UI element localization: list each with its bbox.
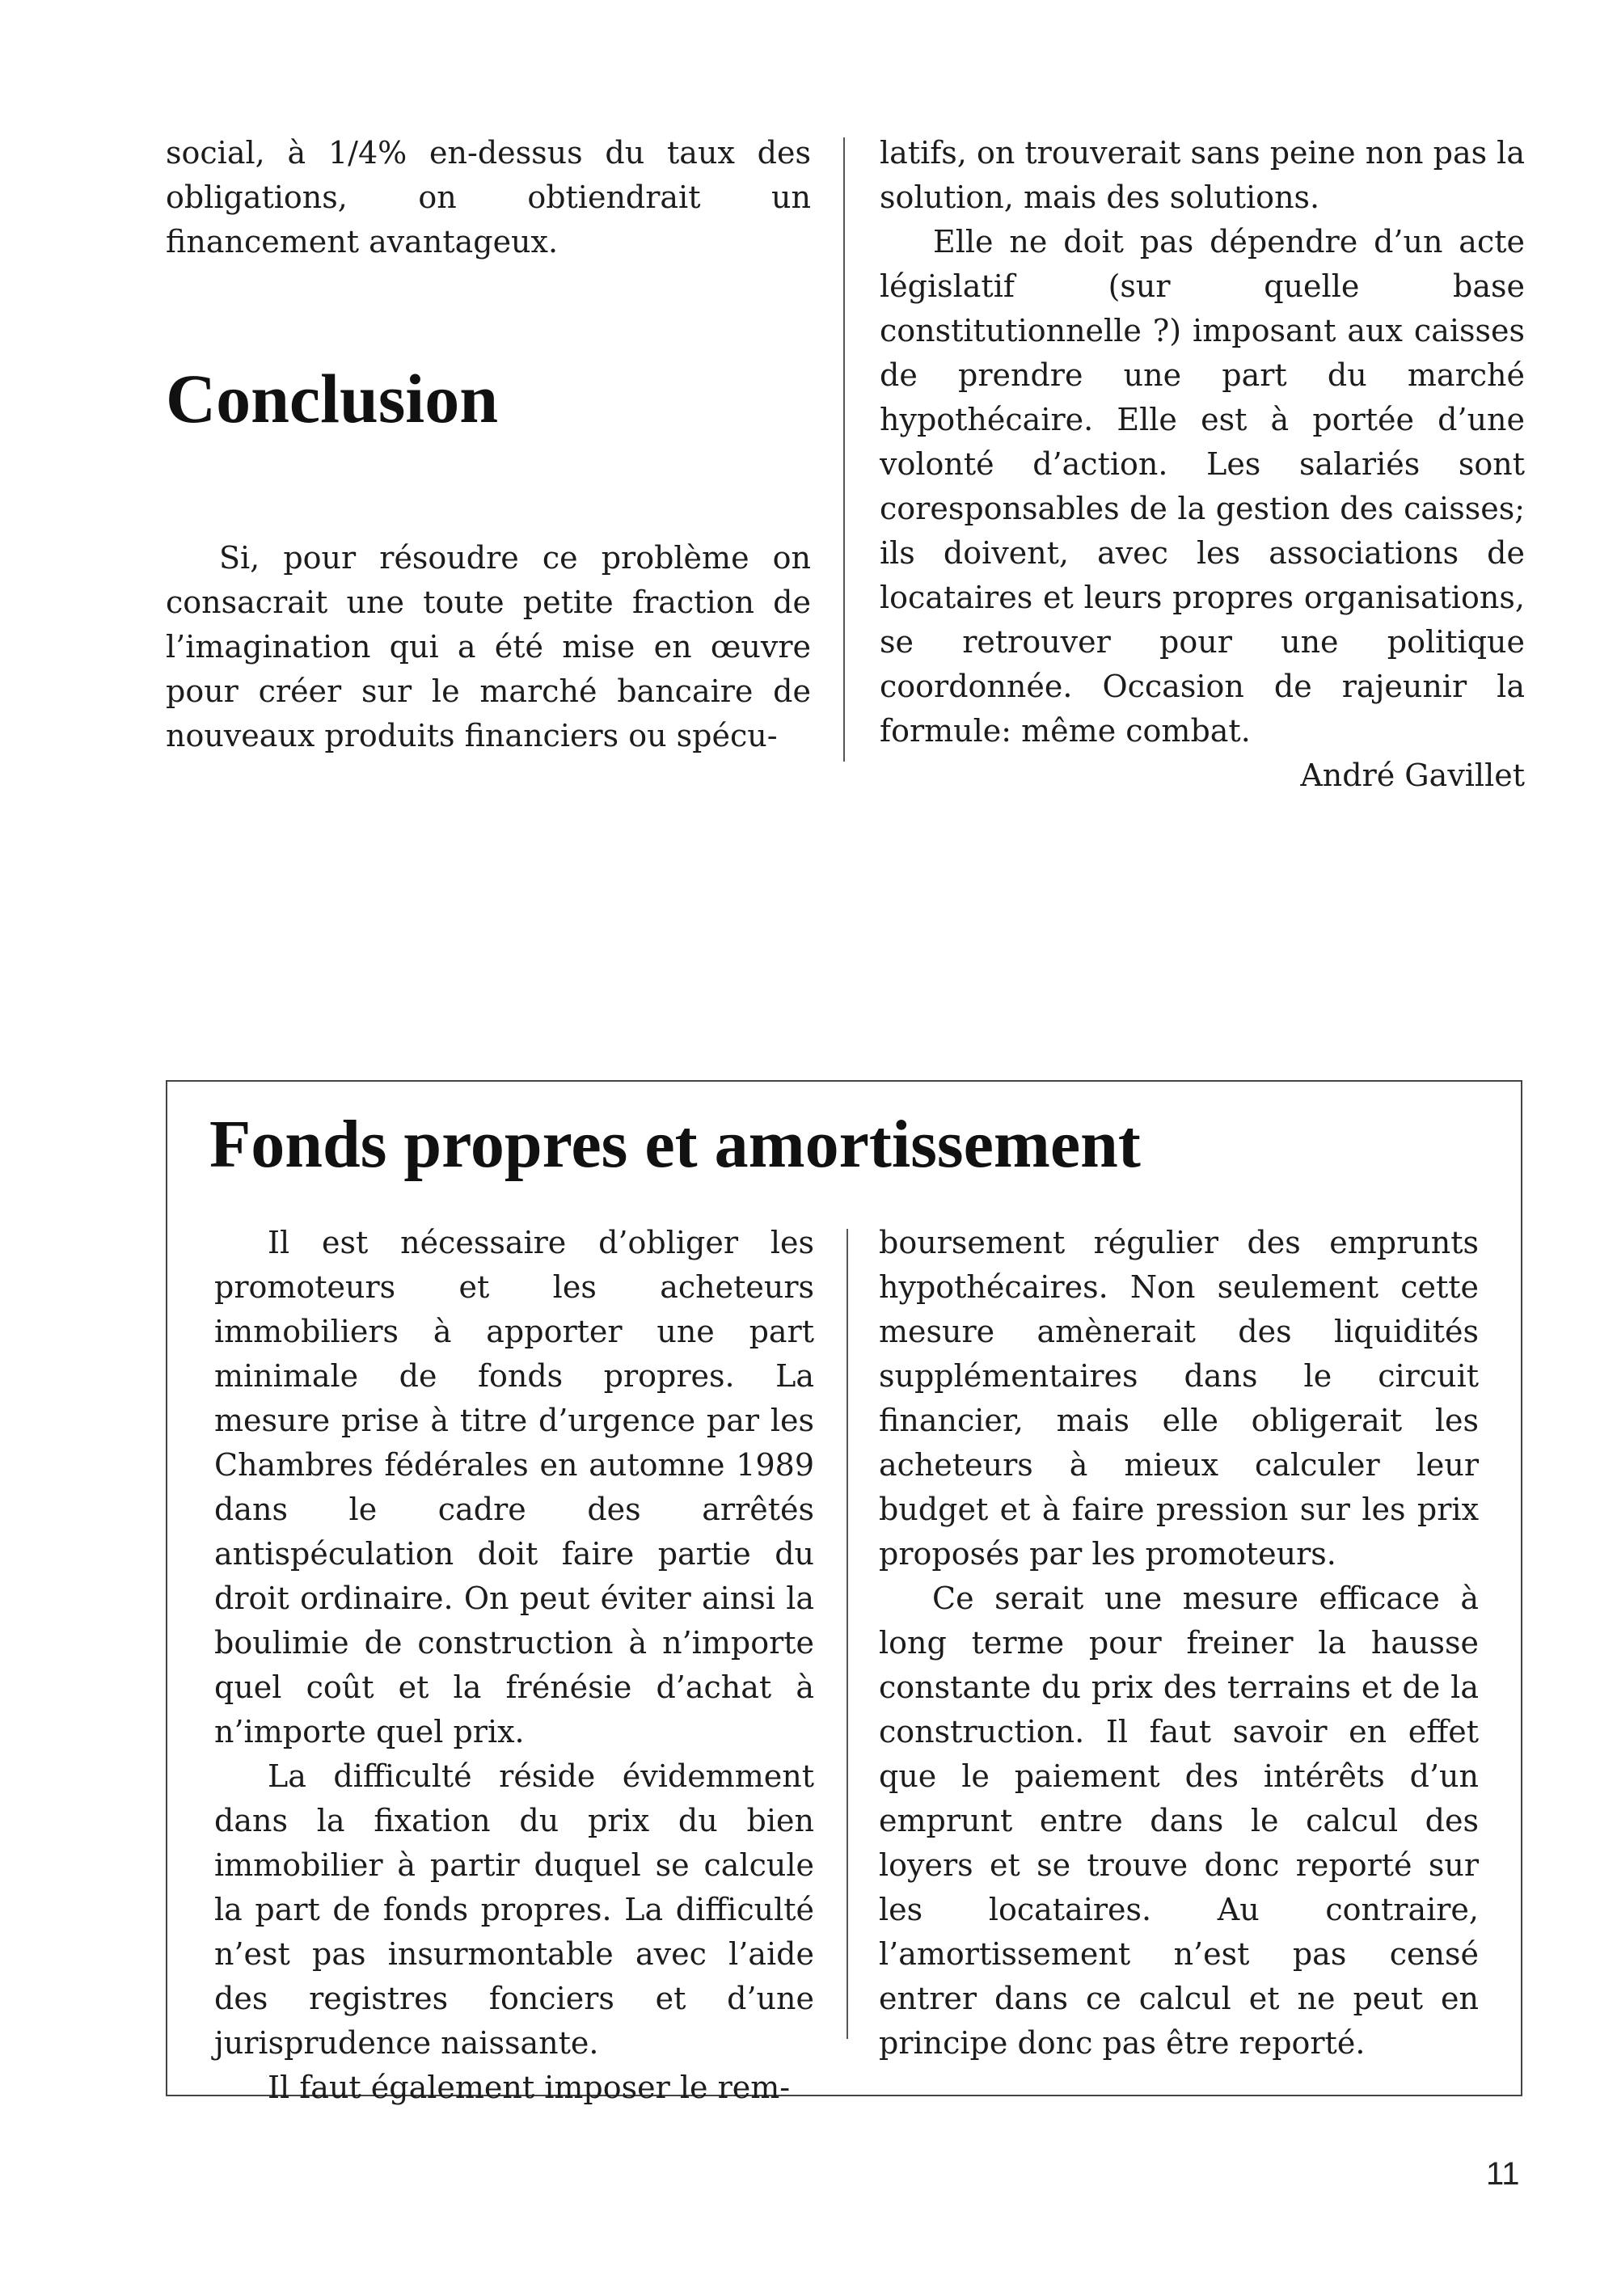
sidebar-paragraph-2: La difficulté réside évidemment dans la fixation du prix du bien immobilier à partir duquel se calcule la part de fonds propres. La difficulté n’est pas insurmontable avec l’aide des registres fonciers et d’une jurisprudence naissante. — [214, 1758, 814, 2061]
conclusion-paragraph-1-continued: latifs, on trouverait sans peine non pas la solution, mais des solutions. — [880, 135, 1525, 215]
sidebar-paragraph-1: Il est nécessaire d’obliger les promoteurs et les acheteurs immobiliers à apporter une part minimale de fonds propres. La mesure prise à titre d’urgence par les Chambres fédérales en automne 1989 dans le cadre des arrêtés antispéculation doit faire partie du droit ordinaire. On peut éviter ainsi la boulimie de construction à n’importe quel coût et la frénésie d’achat à n’importe quel prix. — [214, 1225, 814, 1749]
sidebar-title: Fonds propres et amortissement — [209, 1107, 1141, 1182]
author-signature: André Gavillet — [1300, 758, 1525, 793]
continued-paragraph: social, à 1/4% en-dessus du taux des obligations, on obtiendrait un financement avantageux. — [166, 135, 811, 260]
sidebar-right-column — [879, 1221, 1479, 2066]
column-divider — [843, 137, 845, 762]
conclusion-right-column — [880, 131, 1525, 798]
sidebar-left-column — [214, 1221, 814, 2110]
sidebar-paragraph-3-continued: boursement régulier des emprunts hypothécaires. Non seulement cette mesure amènerait des liquidités supplémentaires dans le circuit financier, mais elle obligerait les acheteurs à mieux calculer leur budget et à faire pression sur les prix proposés par les promoteurs. — [879, 1225, 1479, 1572]
sidebar-box — [166, 1080, 1522, 2105]
page-number: 11 — [1486, 2156, 1520, 2192]
sidebar-paragraph-4: Ce serait une mesure efficace à long terme pour freiner la hausse constante du prix des terrains et de la construction. Il faut savoir en effet que le paiement des intérêts d’un emprunt entre dans le calcul des loyers et se trouve donc reporté sur les locataires. Au contraire, l’amortissement n’est pas censé entrer dans ce calcul et ne peut en principe donc pas être reporté. — [879, 1581, 1479, 2061]
sidebar-paragraph-3: Il faut également imposer le rem- — [268, 2070, 791, 2105]
conclusion-paragraph-2: Elle ne doit pas dépendre d’un acte législatif (sur quelle base constitutionnelle ?) imposant aux caisses de prendre une part du marché hypothécaire. Elle est à portée d’une volonté d’action. Les salariés sont coresponsables de la gestion des caisses; ils doivent, avec les associations de locataires et leurs propres organisations, se retrouver pour une politique coordonnée. Occasion de rajeunir la formule: même combat. — [880, 224, 1525, 749]
conclusion-left-column — [166, 131, 811, 758]
conclusion-heading: Conclusion — [166, 360, 499, 437]
sidebar-column-divider — [846, 1229, 848, 2039]
conclusion-paragraph-1: Si, pour résoudre ce problème on consacrait une toute petite fraction de l’imagination qui a été mise en œuvre pour créer sur le marché bancaire de nouveaux produits financiers ou spécu- — [166, 540, 811, 753]
